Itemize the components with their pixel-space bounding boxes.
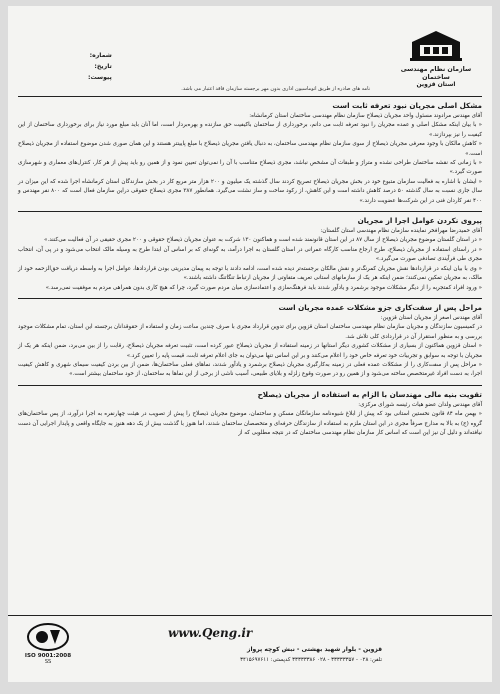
section-title: مراحل پس از سفت‌کاری جزو مشکلات عمده مجریان است (278, 302, 482, 312)
section-4 (18, 390, 482, 439)
paragraph: « با بیان اینکه مشکل اصلی و عمده مجریان را نبود تعرفه ثابت می دانم، برخورداری از ساختمان باکیفیت حق سازنده و بهره‌بردار است، اما آنان باید مبلغ مورد نیاز برای برخورداری ساختمان از این کیفیت را نیز بپردازند.» (18, 122, 482, 138)
paragraph: آقای مهندس مرادوند مسئول واحد مجریان ذیصلاح سازمان نظام مهندسی ساختمان استان کرمانشاه: (249, 113, 482, 119)
paragraph: « مراحل پس از سفت‌کاری را از مشکلات عمده فعلی در زمینه به‌کارگیری مجریان ذیصلاح برشمرد و یادآور شدند، نماهای فعلی ساختمان‌ها، ضمن از بین بردن کیفیت سیمای شهری و کاهش کیفیت اجرا، به دست افراد غیرمتخصص ساخته می‌شود و از همین رو در صورت وقوع زلزله و بلایای طبیعی، آسیب ناشی از برخی از این نماها به ساختمان، از خود ساختمان بیشتر است.» (18, 361, 482, 378)
header-divider (18, 96, 482, 97)
iso-registration: SS (44, 659, 52, 665)
section-3 (18, 303, 482, 380)
section-title: تقویت بنیه مالی مهندسان با الزام به استفاده از مجریان ذیصلاح (257, 389, 482, 399)
section-2 (18, 216, 482, 293)
paragraph: آقای مهندس ولدان عضو هیات رئیسه شورای مرکزی: (358, 401, 482, 408)
section-title: پیروی نکردن عوامل اجرا از مجریان (357, 216, 482, 226)
paragraph: « ایشان با اشاره به فعالیت سازمان متبوع خود در بخش مجریان ذیصلاح تصریح کردند سال گذشته یک میلیون و ۲۰۰ هزار متر مربع کار در بخش سازندگان استان کرمانشاه اجرا شده که این میزان در سال جاری نسبت به سال گذشته ۵۰ درصد کاهش داشته است و این کاهش، از رکود ساخت و ساز نشئت می‌گیرد. همانطور ۳۸۷ مجری ذیصلاح حقوقی دراین سازمان فعال است که ۸۰۰ نفر مهندس و ۴۰۰ نفر کاردان فنی در این شرکت‌ها عضویت دارند.» (18, 178, 483, 204)
section-divider (18, 385, 482, 386)
section-1 (18, 101, 482, 206)
number-label: شماره: (89, 52, 112, 59)
paragraph: « با زمانی که نقشه ساختمان طراحی نشده و متراژ و طبقات آن مشخص نباشد، مجری ذیصلاح متناسب با آن را نمی‌توان تعیین نمود و از همین رو باید پیش از هر کار، کنترل‌های معماری و شهرسازی صورت گیرد.» (18, 160, 482, 176)
paragraph: « کاهش مالکان با وجود معرفی مجریان ذیصلاح از سوی سازمان نظام مهندسی ساختمان، به دنبال یافتن مجریان ذیصلاح با مبلغ پایینتر هستند و این همان صوری شدن موضوع استفاده از مجریان ذیصلاح است.» (18, 141, 482, 157)
letterhead-footer (8, 615, 492, 682)
website-url: www.Qeng.ir (168, 626, 253, 640)
paragraph: « ورود افراد کمتجربه را از دیگر مشکلات موجود برشمرد و یادآور شدند باید فرهنگ‌سازی و اعتمادسازی میان مردم صورت گیرد، چرا که هیچ کاری بدون همراهی مردم به موفقیت نمی‌رسد.» (45, 284, 482, 291)
letter-meta (88, 50, 112, 83)
paragraph: « وی با بیان اینکه در قراردادها نقش مجریان کمرنگ‌تر و نقش مالکان برجسته‌تر دیده شده است، ادامه دادند با توجه به پیمان مدیریتی بودن قراردادها، عوامل اجرا به واسطه دریافت حق‌الزحمه خود از مالک، به مجریان تمکین نمی‌کنند؛ ضمن اینکه هر یک از سازمانهای استانی تعریف متفاوتی از مجریان ارتباط تنگاتنگ داشته باشند.» (18, 265, 482, 282)
validity-notice: نامه های صادره از طریق اتوماسیون اداری بدون مهر برجسته سازمان فاقد اعتبار می باشد. (181, 86, 370, 92)
section-title: مشکل اصلی مجریان نبود تعرفه ثابت است (332, 101, 482, 110)
attachment-label: پیوست: (88, 74, 112, 81)
building-logo-icon (408, 28, 464, 62)
contact-phones: تلفن: ۰۲۸ - ۳۳۳۳۳۳۵۷ - ۰۲۸ ۳۳۳۳۳۳۸۶ کدپستی: ۳۴۱۵۶۹۷۶۱۱ (240, 657, 382, 663)
document-page (8, 6, 492, 682)
section-divider (18, 298, 482, 299)
paragraph: آقای مهندس اصغر از مجریان استان قزوین: (380, 314, 482, 321)
letterhead (18, 14, 482, 96)
paragraph: آقای حمیدرضا مهرافخر نماینده سازمان نظام مهندسی استان گلستان: (320, 228, 482, 235)
organization-logo (390, 28, 482, 88)
paragraph: در کمیسیون سازندگان و مجریان سازمان نظام مهندسی ساختمان استان قزوین برای تدوین قرارداد مجری با صرف چندین ساعت زمان و استفاده از حقوقدانان برجسته این استان، تمام مشکلات موجود بررسی و به منظور استقرار آن در قراردادی کلی تلاش شد. (18, 324, 482, 340)
paragraph: « استان قزوین هماکنون از بسیاری از مشکلات کشوری دیگر استانها در زمینه استفاده از مجریان ذیصلاح عبور کرده است، تثبیت تعرفه مجریان ذیصلاح، رقابت را از بین می‌برد، ضمن اینکه هر یک از مجریان با توجه به سوابق و تجربیات خود تعرفه خاص خود را اعلام می‌کنند و بر این اساس تنها می‌توان به جای اعلام تعرفه ثابت، قیمت پایه را تعیین کرد.» (18, 343, 482, 359)
postal-address: قزوین - بلوار شهید بهشتی - نبش کوچه پرواز (247, 646, 382, 653)
organization-province: استان قزوین (416, 81, 456, 89)
iso-certification-icon (26, 622, 70, 652)
paragraph: « در استان گلستان موضوع مجریان ذیصلاح از سال ۸۷ در این استان قانونمند شده است و هماکنون ۱۳۰ شرکت به عنوان مجریان ذیصلاح حقوقی و ۲۰۰ مجری حقیقی در آن فعالیت می‌کنند.» (44, 237, 482, 244)
section-divider (18, 211, 482, 212)
iso-standard: ISO 9001:2008 (24, 653, 72, 659)
iso-certification (20, 622, 76, 665)
paragraph: « در راستای استفاده از مجریان ذیصلاح، طرح ارجاع مناسب کارگاه عمرانی در استان گلستان به اجرا درآمد، به گونه‌ای که بر اساس آن ابتدا طرح به وسیله مالک انتخاب می‌شود و در پی آن، انتخاب مجری طی فرآیندی تصادفی صورت می‌گیرد.» (18, 246, 482, 263)
organization-name: سازمان نظام مهندسی ساختمان (400, 66, 472, 81)
date-label: تاریخ: (94, 63, 112, 70)
paragraph: « بهمن ماه ۸۴ قانون نخستین استانی بود که پیش از ابلاغ شیوه‌نامه سازمانگان مسکن و ساختمان، موضوع مجریان ذیصلاح را پیش از تصویب در هیئت چهارنفره به اجرا درآورد، از پس ساختمان‌های گروه (ج) به بالا به مدارج صرفاً مجری در این استان ملزم به استفاده از سازندگان حرفه‌ای و متخصصان ساختمان شدند، اما هنوز با گذشت بیش از یک دهه هنوز به جایگاه واقعی و پایدار اجرایی آن دست نیافته‌اند و دلیل آن نیز این است که اساس کار سازمان نظام مهندسی ساختمان که در نتیجه مطلوبی که از (17, 411, 482, 436)
